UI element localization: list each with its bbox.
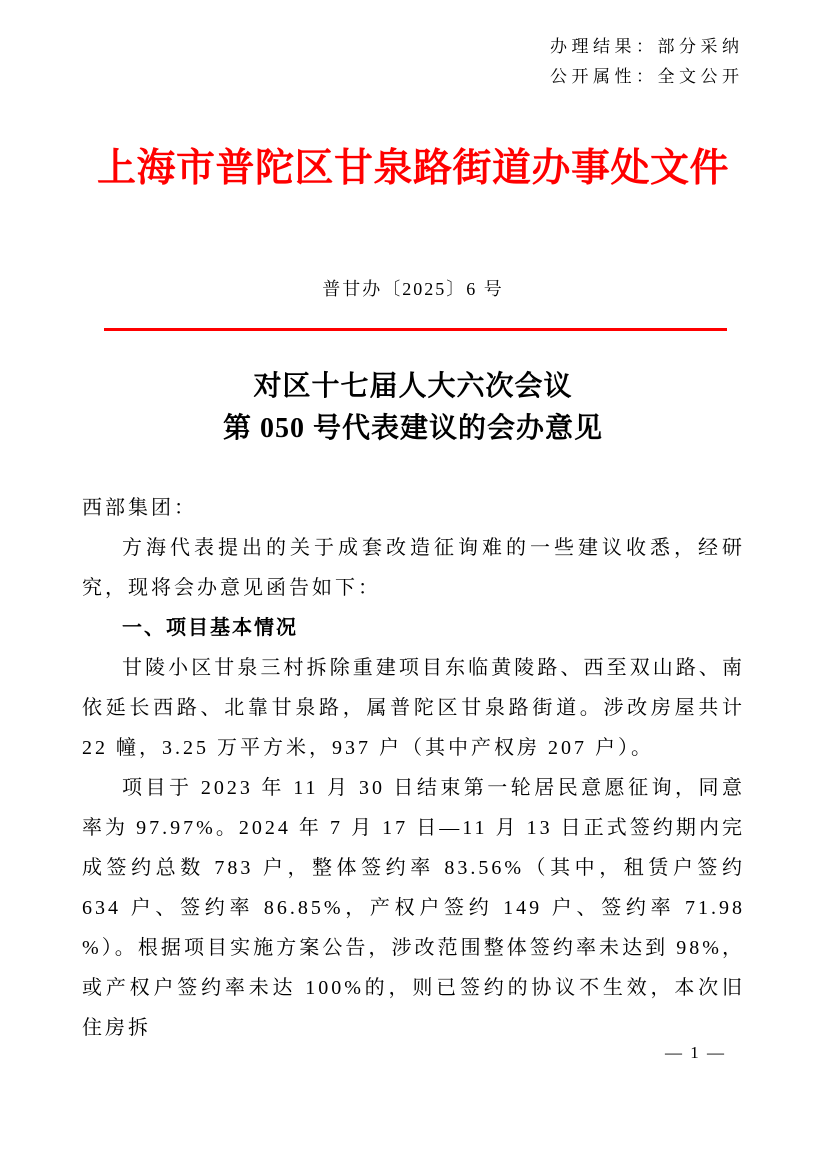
document-title-line2: 第 050 号代表建议的会办意见 bbox=[222, 413, 603, 444]
document-title-line1: 对区十七届人大六次会议 bbox=[253, 371, 573, 402]
intro-paragraph: 方海代表提出的关于成套改造征询难的一些建议收悉，经研究，现将会办意见函告如下： bbox=[82, 537, 745, 599]
handling-result: 办理结果：部分采纳 bbox=[550, 37, 744, 56]
section-1-heading: 一、项目基本情况 bbox=[122, 617, 298, 639]
document-body bbox=[82, 488, 745, 1048]
page-number: — 1 — bbox=[665, 1043, 726, 1062]
document-title bbox=[0, 366, 826, 450]
agency-letterhead-title: 上海市普陀区甘泉路街道办事处文件 bbox=[96, 147, 729, 190]
meta-block bbox=[550, 32, 744, 92]
recipient-line: 西部集团： bbox=[82, 497, 197, 519]
section-1-paragraph-1: 甘陵小区甘泉三村拆除重建项目东临黄陵路、西至双山路、南依延长西路、北靠甘泉路，属普陀区甘泉路街道。涉改房屋共计 22 幢，3.25 万平方米，937 户（其中产权房 207 户）。 bbox=[82, 657, 745, 759]
disclosure-attribute: 公开属性：全文公开 bbox=[550, 67, 744, 86]
document-number: 普甘办〔2025〕6 号 bbox=[322, 279, 504, 299]
red-divider-line bbox=[104, 328, 727, 331]
section-1-paragraph-2: 项目于 2023 年 11 月 30 日结束第一轮居民意愿征询，同意率为 97.97%。2024 年 7 月 17 日—11 月 13 日正式签约期内完成签约总数 783 户，整体签约率 83.56%（其中，租赁户签约 634 户、签约率 86.85%，产权户签约 149 户、签约率 71.98 %）。根据项目实施方案公告，涉改范围整体签约率未达到 98%，或产权户签约率未达 100%的，则已签约的协议不生效，本次旧住房拆 bbox=[82, 777, 745, 1039]
